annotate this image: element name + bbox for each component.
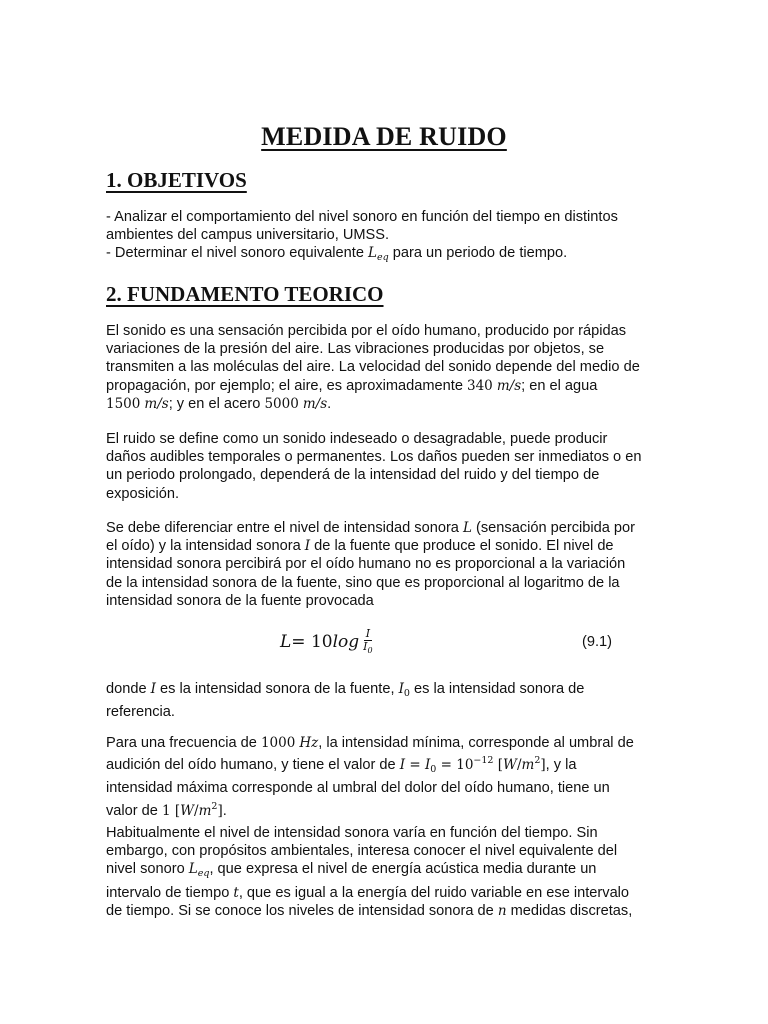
objetivo-item-cont: ambientes del campus universitario, UMSS.	[106, 227, 390, 244]
paragraph-donde: donde I es la intensidad sonora de la fuente, $I_0$ es la intensidad sonora de referencia.	[106, 681, 585, 721]
section-heading-fundamento: 2. FUNDAMENTO TEORICO	[106, 282, 384, 306]
objetivo-item: - Determinar el nivel sonoro equivalente $L_{eq}$ para un periodo de tiempo.	[106, 245, 568, 264]
paragraph-intensidad: Se debe diferenciar entre el nivel de intensidad sonora L (sensación percibida por el oído) y la intensidad sonora I de la fuente que produce el sonido. El nivel de intensidad sonora percibirá por el oído humano no es proporcional a la variación de la intensidad sonora de la fuente, sino que es proporcional al logaritmo de la intensidad sonora de la fuente provocada	[106, 520, 636, 609]
document-title: MEDIDA DE RUIDO	[261, 122, 507, 151]
section-heading-objetivos: 1. OBJETIVOS	[106, 168, 247, 192]
paragraph-frecuencia: Para una frecuencia de 1000 Hz, la intensidad mínima, corresponde al umbral de audición del oído humano, y tiene el valor de $I = I_0 = 10^{-12}$ $[W/m^2]$, y la intensidad máxima corresponde al umbral del dolor del oído humano, tiene un valor de 1 $[W/m^2]$.	[106, 735, 634, 819]
paragraph-sonido: El sonido es una sensación percibida por el oído humano, producido por rápidas variaciones de la presión del aire. Las vibraciones producidas por objetos, se transmiten a las moléculas del aire. La velocidad del sonido depende del medio de propagación, por ejemplo; el aire, es aproximadamente 340 m/s; en el agua 1500 m/s; y en el acero 5000 m/s.	[106, 323, 640, 412]
fraction: $\frac{I}{I_0}$	[363, 626, 373, 655]
objetivos-list	[106, 208, 666, 268]
objetivo-item: - Analizar el comportamiento del nivel sonoro en función del tiempo en distintos	[106, 209, 618, 225]
paragraph-ruido: El ruido se define como un sonido indeseado o desagradable, puede producir daños audibles temporales o permanentes. Los daños pueden ser inmediatos o en un periodo prolongado, dependerá de la intensidad del ruido y del tiempo de exposición.	[106, 431, 642, 502]
equation-9-1: L = 10 log $\frac{I}{I_0}$	[280, 626, 373, 655]
paragraph-habitualmente: Habitualmente el nivel de intensidad sonora varía en función del tiempo. Sin embargo, con propósitos ambientales, interesa conocer el nivel equivalente del nivel sonoro $L_{eq}$, que expresa el nivel de energía acústica media durante un intervalo de tiempo t, que es igual a la energía del ruido variable en ese intervalo de tiempo. Si se conoce los niveles de intensidad sonora de n medidas discretas,	[106, 825, 633, 919]
equation-number: (9.1)	[582, 634, 613, 650]
